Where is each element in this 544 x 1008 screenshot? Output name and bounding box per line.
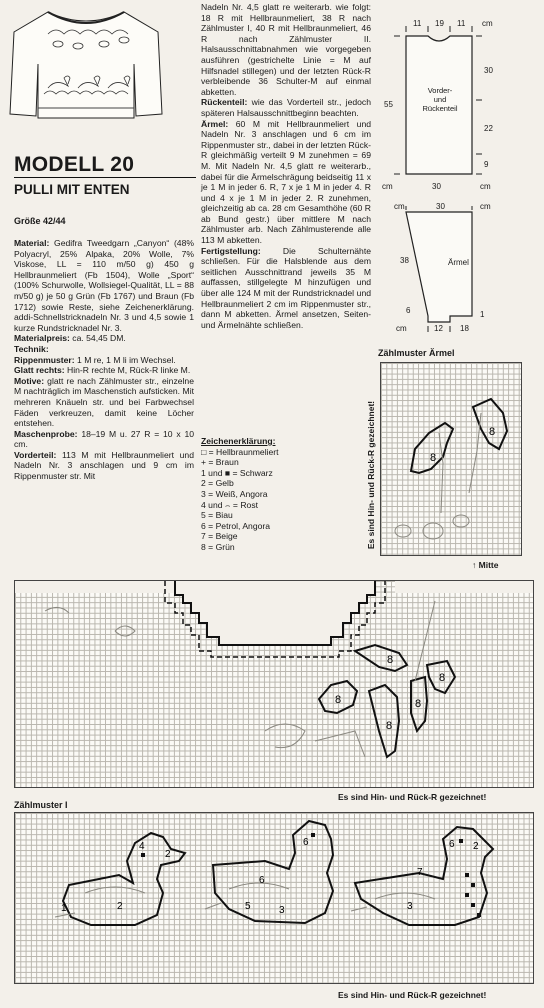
front-bottom-unit: cm: [382, 182, 393, 191]
svg-text:5: 5: [245, 901, 251, 912]
svg-text:8: 8: [387, 654, 394, 666]
svg-text:4: 4: [139, 841, 145, 852]
svg-text:6: 6: [449, 839, 455, 850]
sleeve-chart-note: Es sind Hin- und Rück-R gezeichnet!: [366, 400, 376, 550]
model-title: MODELL 20: [14, 153, 135, 176]
front-top-3: 11: [457, 19, 466, 28]
legend: [201, 436, 371, 553]
legend-item: + = Braun: [201, 457, 239, 468]
legend-item: 1 und ■ = Schwarz: [201, 467, 273, 478]
para-front: Vorderteil: 113 M mit Hellbraunmeliert und Nadeln Nr. 3 anschlagen und 9 cm im Rippenmuster str. Mit: [14, 449, 194, 482]
front-bottom-unit-r: cm: [480, 182, 491, 191]
svg-text:7: 7: [417, 867, 423, 878]
front-top-1: 11: [413, 19, 422, 28]
legend-item: 2 = Gelb: [201, 478, 234, 489]
para-gauge: Maschenprobe: 18–19 M u. 27 R = 10 x 10 cm.: [14, 428, 195, 450]
front-unit: cm: [482, 19, 493, 28]
front-right-1: 30: [484, 66, 493, 75]
instructions-col1: [14, 238, 194, 482]
front-right-2: 22: [484, 124, 493, 133]
svg-text:8: 8: [489, 426, 496, 438]
chart1-note: Es sind Hin- und Rück-R gezeichnet!: [338, 990, 487, 1000]
sleeve-unit-top-r: cm: [480, 202, 491, 211]
legend-item: 4 und ⌢ = Rost: [201, 499, 259, 510]
size-label: Größe 42/44: [14, 216, 66, 226]
schematic-sleeve: [376, 200, 536, 340]
para-price: Materialpreis: ca. 54,45 DM.: [14, 333, 126, 344]
svg-text:8: 8: [415, 698, 422, 710]
sleeve-left-low: 6: [406, 306, 411, 315]
para-sleeve: Ärmel: 60 M mit Hellbraunmeliert und Nadeln Nr. 3 anschlagen und 6 cm im Rippenmuster str., dabei in der letzten Rück-R gleichmäßig verteilt 9 M zunehmen = 69 M. Mit Nadeln Nr. 4,5 glatt re weiterarb., dabei für die Ärmelschrägung beidseitig 11 x je 1 M in jeder 6. R, 7 x je 1 M in jeder 4. R und 4 x je 1 M in jeder 2. R zunehmen, gleichzeitig ab ca. 28 cm Gesamthöhe (60 R ab Bund gestr.) über mittlere M nach Zählmuster arb. Nach Zählmusterende alle 113 M abketten.: [201, 118, 371, 246]
chart2-grid: [14, 580, 534, 788]
legend-item: □ = Hellbraunmeliert: [201, 446, 279, 457]
chart1-grid: [14, 812, 534, 984]
model-subtitle: PULLI MIT ENTEN: [14, 182, 130, 197]
legend-item: 5 = Biau: [201, 510, 233, 521]
svg-text:6: 6: [259, 875, 265, 886]
legend-item: 7 = Beige: [201, 531, 238, 542]
sweater-illustration: [8, 4, 164, 122]
schematic-front: [376, 14, 536, 204]
para-material: Material: Gedifra Tweedgarn „Canyon“ (48% Polyacryl, 25% Alpaka, 20% Wolle, 7% Viskose, LL = 110 m/50 g) 450 g Hellbraunmeliert (Fb 1504), Wolle „Sport“ (100% Schurwolle, Wollsiegel-Qualität, LL = 88 m/50 g) je 50 g Grün (Fb 1767) und Braun (Fb 1712) sowie Reste, siehe Zeichenerklärung. addi-Schnellstricknadeln Nr. 3 und 4,5 sowie 1 kurze Rundstricknadel Nr. 3.: [14, 238, 195, 333]
instructions-col2: [201, 2, 371, 330]
title-rule: [14, 177, 196, 178]
svg-text:2: 2: [117, 901, 123, 912]
sleeve-unit-bottom: cm: [396, 324, 407, 333]
para-back: Rückenteil: wie das Vorderteil str., jedoch späteren Halsausschnittbeginn beachten.: [201, 97, 372, 118]
sleeve-bottom-2: 18: [460, 324, 469, 333]
front-label: Vorder- und Rückenteil: [422, 86, 458, 113]
front-right-3: 9: [484, 160, 489, 169]
sleeve-chart-grid: [380, 362, 522, 556]
chart2-note: Es sind Hin- und Rück-R gezeichnet!: [338, 792, 487, 802]
svg-text:8: 8: [430, 452, 437, 464]
sleeve-right: 1: [480, 310, 485, 319]
para-front-cont: Nadeln Nr. 4,5 glatt re weiterarb. wie folgt: 18 R mit Hellbraunmeliert, 38 R nach Zählmuster I, 40 R mit Hellbraunmeliert, 46 R nach Zählmuster II. Halsausschnittabnahmen wie vorgegeben ausführen (gestrichelte Linie = M auf Hilfsnadel stillegen) und der letzten Rück-R verbleibende 36 Schulter-M auf einmal abketten.: [201, 2, 371, 97]
svg-text:2: 2: [165, 849, 171, 860]
front-left: 55: [384, 100, 393, 109]
sleeve-bottom-1: 12: [434, 324, 443, 333]
front-top-2: 19: [435, 19, 444, 28]
front-bottom: 30: [432, 182, 441, 191]
svg-text:6: 6: [303, 837, 309, 848]
sleeve-unit-top: cm: [394, 202, 405, 211]
chart1-title: Zählmuster I: [14, 800, 68, 810]
svg-text:8: 8: [386, 720, 393, 732]
arrow-up-icon: ↑: [472, 560, 477, 570]
para-technique: Technik:: [14, 343, 49, 354]
svg-text:3: 3: [407, 901, 413, 912]
legend-item: 3 = Weiß, Angora: [201, 488, 268, 499]
sleeve-left: 38: [400, 256, 409, 265]
para-rib: Rippenmuster: 1 M re, 1 M li im Wechsel.: [14, 354, 176, 365]
mitte-label: ↑ Mitte: [472, 560, 499, 570]
sleeve-label: Ärmel: [448, 258, 469, 267]
svg-text:1: 1: [61, 903, 67, 914]
svg-text:8: 8: [335, 694, 342, 706]
legend-item: 8 = Grün: [201, 541, 235, 552]
legend-title: Zeichenerklärung:: [201, 436, 276, 446]
para-finishing: Fertigstellung: Die Schulternähte schließen. Für die Halsblende aus dem seitlichen Ausschnittrand jeweils 35 M auffassen, stillgelegte M hinzufügen und über alle 124 M mit der Rundstricknadel und Hellbraunmeliert 2 cm im Rippenmuster str., dann M abketten. Ärmel ansetzen, Seiten- und Ärmelnähte schließen.: [201, 245, 371, 330]
svg-text:2: 2: [473, 841, 479, 852]
legend-item: 6 = Petrol, Angora: [201, 520, 271, 531]
para-stockinette: Glatt rechts: Hin-R rechte M, Rück-R linke M.: [14, 365, 191, 376]
sleeve-chart-title: Zählmuster Ärmel: [378, 348, 455, 358]
svg-text:8: 8: [439, 672, 446, 684]
sleeve-top: 30: [436, 202, 445, 211]
para-motifs: Motive: glatt re nach Zählmuster str., einzelne M nachträglich im Maschenstich aufsticken. Mit mehreren Knäueln str. und bei Farbwechsel Fäden verkreuzen, damit keine Löcher entstehen.: [14, 375, 194, 429]
svg-text:3: 3: [279, 905, 285, 916]
